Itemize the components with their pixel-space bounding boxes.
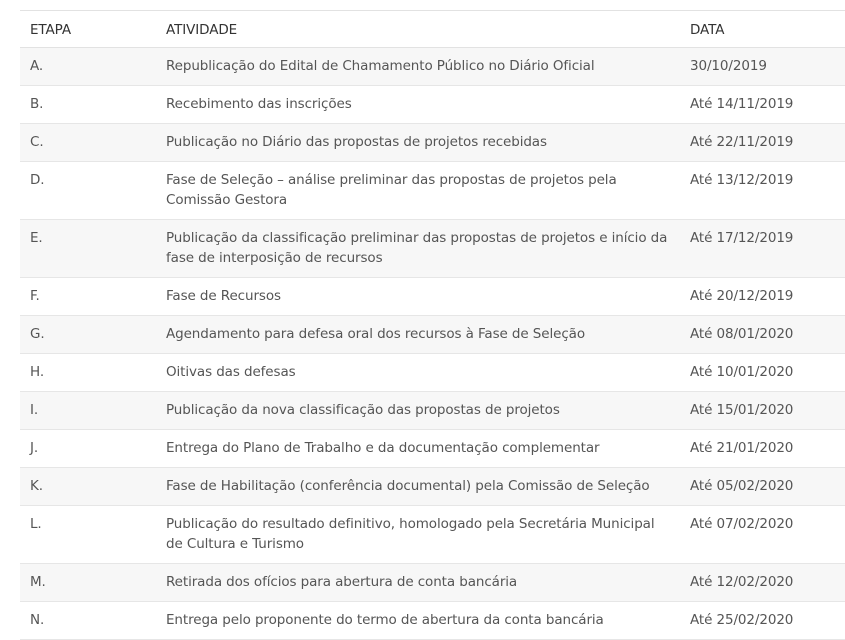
cell-data: Até 15/01/2020 bbox=[680, 392, 845, 430]
cell-data: Até 12/02/2020 bbox=[680, 564, 845, 602]
table-row bbox=[20, 602, 845, 640]
cell-etapa: D. bbox=[20, 162, 156, 220]
table-row bbox=[20, 124, 845, 162]
cell-etapa: B. bbox=[20, 86, 156, 124]
cell-data: 30/10/2019 bbox=[680, 48, 845, 86]
table-row bbox=[20, 392, 845, 430]
cell-atividade: Fase de Recursos bbox=[156, 278, 680, 316]
cell-etapa: H. bbox=[20, 354, 156, 392]
cell-etapa: N. bbox=[20, 602, 156, 640]
cell-data: Até 17/12/2019 bbox=[680, 220, 845, 278]
schedule-table bbox=[20, 10, 845, 640]
table-row bbox=[20, 220, 845, 278]
cell-etapa: G. bbox=[20, 316, 156, 354]
cell-atividade: Republicação do Edital de Chamamento Público no Diário Oficial bbox=[156, 48, 680, 86]
cell-etapa: K. bbox=[20, 468, 156, 506]
cell-atividade: Entrega pelo proponente do termo de abertura da conta bancária bbox=[156, 602, 680, 640]
table-row bbox=[20, 506, 845, 564]
cell-etapa: L. bbox=[20, 506, 156, 564]
cell-data: Até 07/02/2020 bbox=[680, 506, 845, 564]
table-row bbox=[20, 86, 845, 124]
cell-etapa: C. bbox=[20, 124, 156, 162]
cell-etapa: M. bbox=[20, 564, 156, 602]
cell-atividade: Agendamento para defesa oral dos recursos à Fase de Seleção bbox=[156, 316, 680, 354]
table-row bbox=[20, 430, 845, 468]
column-header-atividade: ATIVIDADE bbox=[156, 11, 680, 48]
table-row bbox=[20, 48, 845, 86]
cell-data: Até 21/01/2020 bbox=[680, 430, 845, 468]
cell-atividade: Publicação do resultado definitivo, homologado pela Secretária Municipal de Cultura e Turismo bbox=[156, 506, 680, 564]
cell-data: Até 13/12/2019 bbox=[680, 162, 845, 220]
table-row bbox=[20, 278, 845, 316]
column-header-data: DATA bbox=[680, 11, 845, 48]
schedule-table-container bbox=[20, 10, 845, 640]
cell-etapa: A. bbox=[20, 48, 156, 86]
cell-data: Até 05/02/2020 bbox=[680, 468, 845, 506]
cell-data: Até 14/11/2019 bbox=[680, 86, 845, 124]
table-row bbox=[20, 468, 845, 506]
cell-atividade: Recebimento das inscrições bbox=[156, 86, 680, 124]
cell-etapa: I. bbox=[20, 392, 156, 430]
table-row bbox=[20, 354, 845, 392]
cell-data: Até 20/12/2019 bbox=[680, 278, 845, 316]
cell-atividade: Fase de Seleção – análise preliminar das propostas de projetos pela Comissão Gestora bbox=[156, 162, 680, 220]
table-body bbox=[20, 48, 845, 640]
cell-data: Até 08/01/2020 bbox=[680, 316, 845, 354]
table-row bbox=[20, 162, 845, 220]
cell-etapa: F. bbox=[20, 278, 156, 316]
table-row bbox=[20, 564, 845, 602]
cell-atividade: Publicação no Diário das propostas de projetos recebidas bbox=[156, 124, 680, 162]
cell-etapa: J. bbox=[20, 430, 156, 468]
cell-atividade: Retirada dos ofícios para abertura de conta bancária bbox=[156, 564, 680, 602]
cell-atividade: Entrega do Plano de Trabalho e da documentação complementar bbox=[156, 430, 680, 468]
cell-atividade: Publicação da classificação preliminar das propostas de projetos e início da fase de interposição de recursos bbox=[156, 220, 680, 278]
cell-data: Até 10/01/2020 bbox=[680, 354, 845, 392]
cell-atividade: Fase de Habilitação (conferência documental) pela Comissão de Seleção bbox=[156, 468, 680, 506]
column-header-etapa: ETAPA bbox=[20, 11, 156, 48]
cell-etapa: E. bbox=[20, 220, 156, 278]
cell-atividade: Publicação da nova classificação das propostas de projetos bbox=[156, 392, 680, 430]
table-header bbox=[20, 11, 845, 48]
header-row bbox=[20, 11, 845, 48]
cell-data: Até 22/11/2019 bbox=[680, 124, 845, 162]
cell-data: Até 25/02/2020 bbox=[680, 602, 845, 640]
table-row bbox=[20, 316, 845, 354]
cell-atividade: Oitivas das defesas bbox=[156, 354, 680, 392]
